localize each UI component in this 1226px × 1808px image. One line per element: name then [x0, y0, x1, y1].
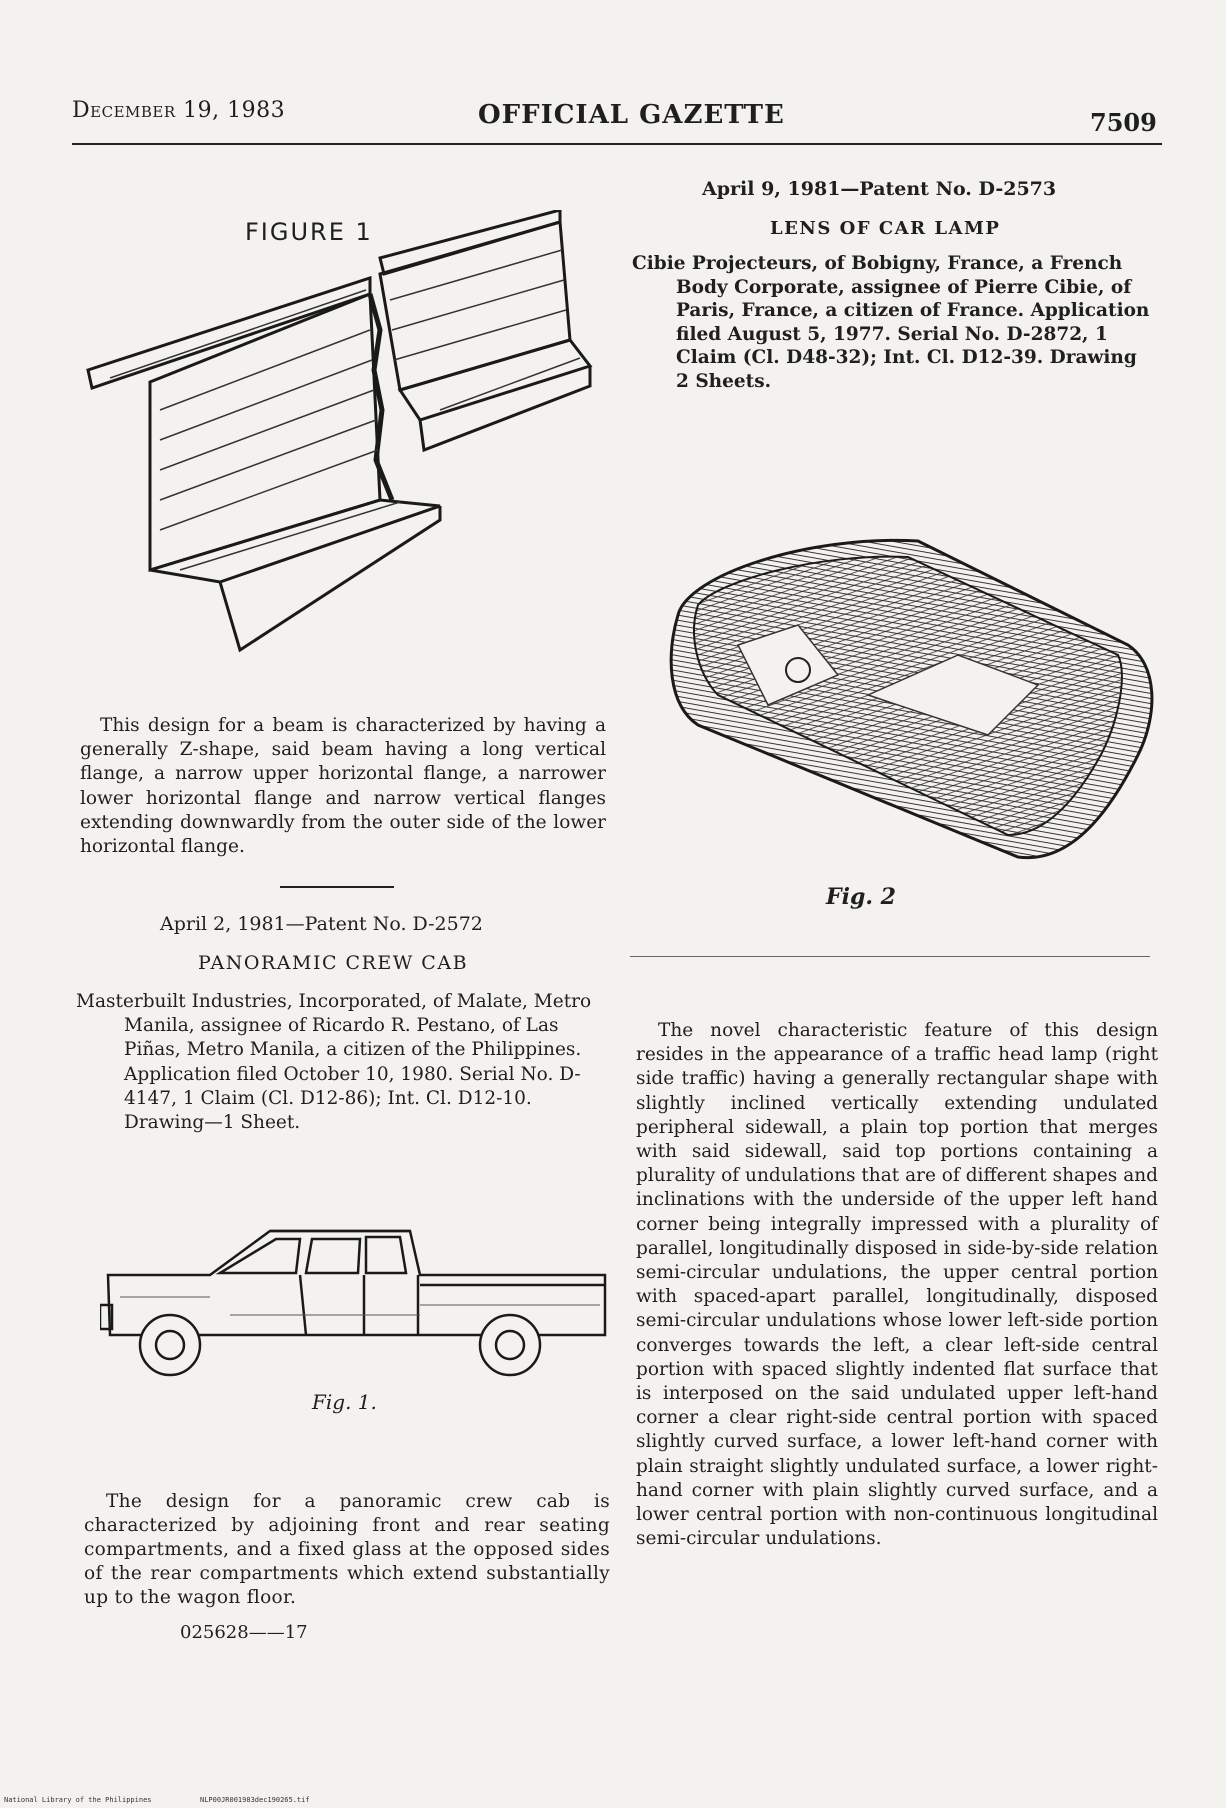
patent-d2572-title: PANORAMIC CREW CAB	[198, 952, 469, 974]
beam-drawing	[80, 210, 610, 680]
footer-library: National Library of the Philippines	[4, 1796, 152, 1804]
car-lamp-drawing	[658, 535, 1168, 875]
crew-cab-description: The design for a panoramic crew cab is characterized by adjoining front and rear seating compartments, and a fixed glass at the opposed sides of the rear compartments which extend substantially up to the wagon floor.	[84, 1491, 610, 1608]
patent-d2573-meta: April 9, 1981—Patent No. D-2573	[702, 178, 1057, 200]
footer-file: NLP00JR001983dec190265.tif	[200, 1796, 310, 1804]
figure-1-label: FIGURE 1	[245, 218, 373, 246]
publication-title: OFFICIAL GAZETTE	[478, 100, 785, 130]
page-number: 7509	[1090, 108, 1157, 137]
car-lamp-description: The novel characteristic feature of this design resides in the appearance of a traffic head lamp (right side traffic) having a generally rectangular shape with slightly inclined vertically extending undulated peripheral sidewall, a plain top portion that merges with said sidewall, said top portions containing a plurality of undulations that are of different shapes and inclinations with the underside of the upper left hand corner being integrally impressed with a plurality of parallel, longitudinally disposed in side-by-side relation semi-circular undulations, the upper central portion with spaced-apart parallel, longitudinally, disposed semi-circular undulations whose lower left-side portion converges towards the left, a clear left-side central portion with spaced slightly indented flat surface that is interposed on the said undulated upper left-hand corner a clear right-side central portion with spaced slightly curved surface, a lower left-hand corner with plain straight slightly undulated surface, a lower right-hand corner with plain slightly curved surface, and a lower central portion with non-continuous longitudinal semi-circular undulations.	[636, 1020, 1158, 1550]
issue-date: December 19, 1983	[72, 98, 286, 123]
patent-d2573-title: LENS OF CAR LAMP	[770, 218, 1001, 239]
header-rule	[72, 143, 1162, 145]
patent-d2572-meta: April 2, 1981—Patent No. D-2572	[160, 913, 483, 935]
figure-2-label: Fig. 2	[826, 884, 896, 910]
crew-cab-drawing	[100, 1225, 610, 1385]
section-divider	[280, 886, 394, 888]
column-divider	[630, 956, 1150, 957]
patent-d2573-body: Cibie Projecteurs, of Bobigny, France, a French Body Corporate, assignee of Pierre Cibie, of Paris, France, a citizen of France. Application filed August 5, 1977. Serial No. D-2872, 1 Claim (Cl. D48-32); Int. Cl. D12-39. Drawing 2 Sheets.	[632, 253, 1150, 392]
truck-figure-label: Fig. 1.	[312, 1390, 377, 1414]
serial-code: 025628——17	[180, 1622, 308, 1643]
patent-d2572-body: Masterbuilt Industries, Incorporated, of Malate, Metro Manila, assignee of Ricardo R. Pestano, of Las Piñas, Metro Manila, a citizen of the Philippines. Application filed October 10, 1980. Serial No. D-4147, 1 Claim (Cl. D12-86); Int. Cl. D12-10. Drawing—1 Sheet.	[76, 991, 592, 1134]
beam-description: This design for a beam is characterized by having a generally Z-shape, said beam having a long vertical flange, a narrow upper horizontal flange, a narrower lower horizontal flange and narrow vertical flanges extending downwardly from the outer side of the lower horizontal flange.	[80, 715, 606, 858]
